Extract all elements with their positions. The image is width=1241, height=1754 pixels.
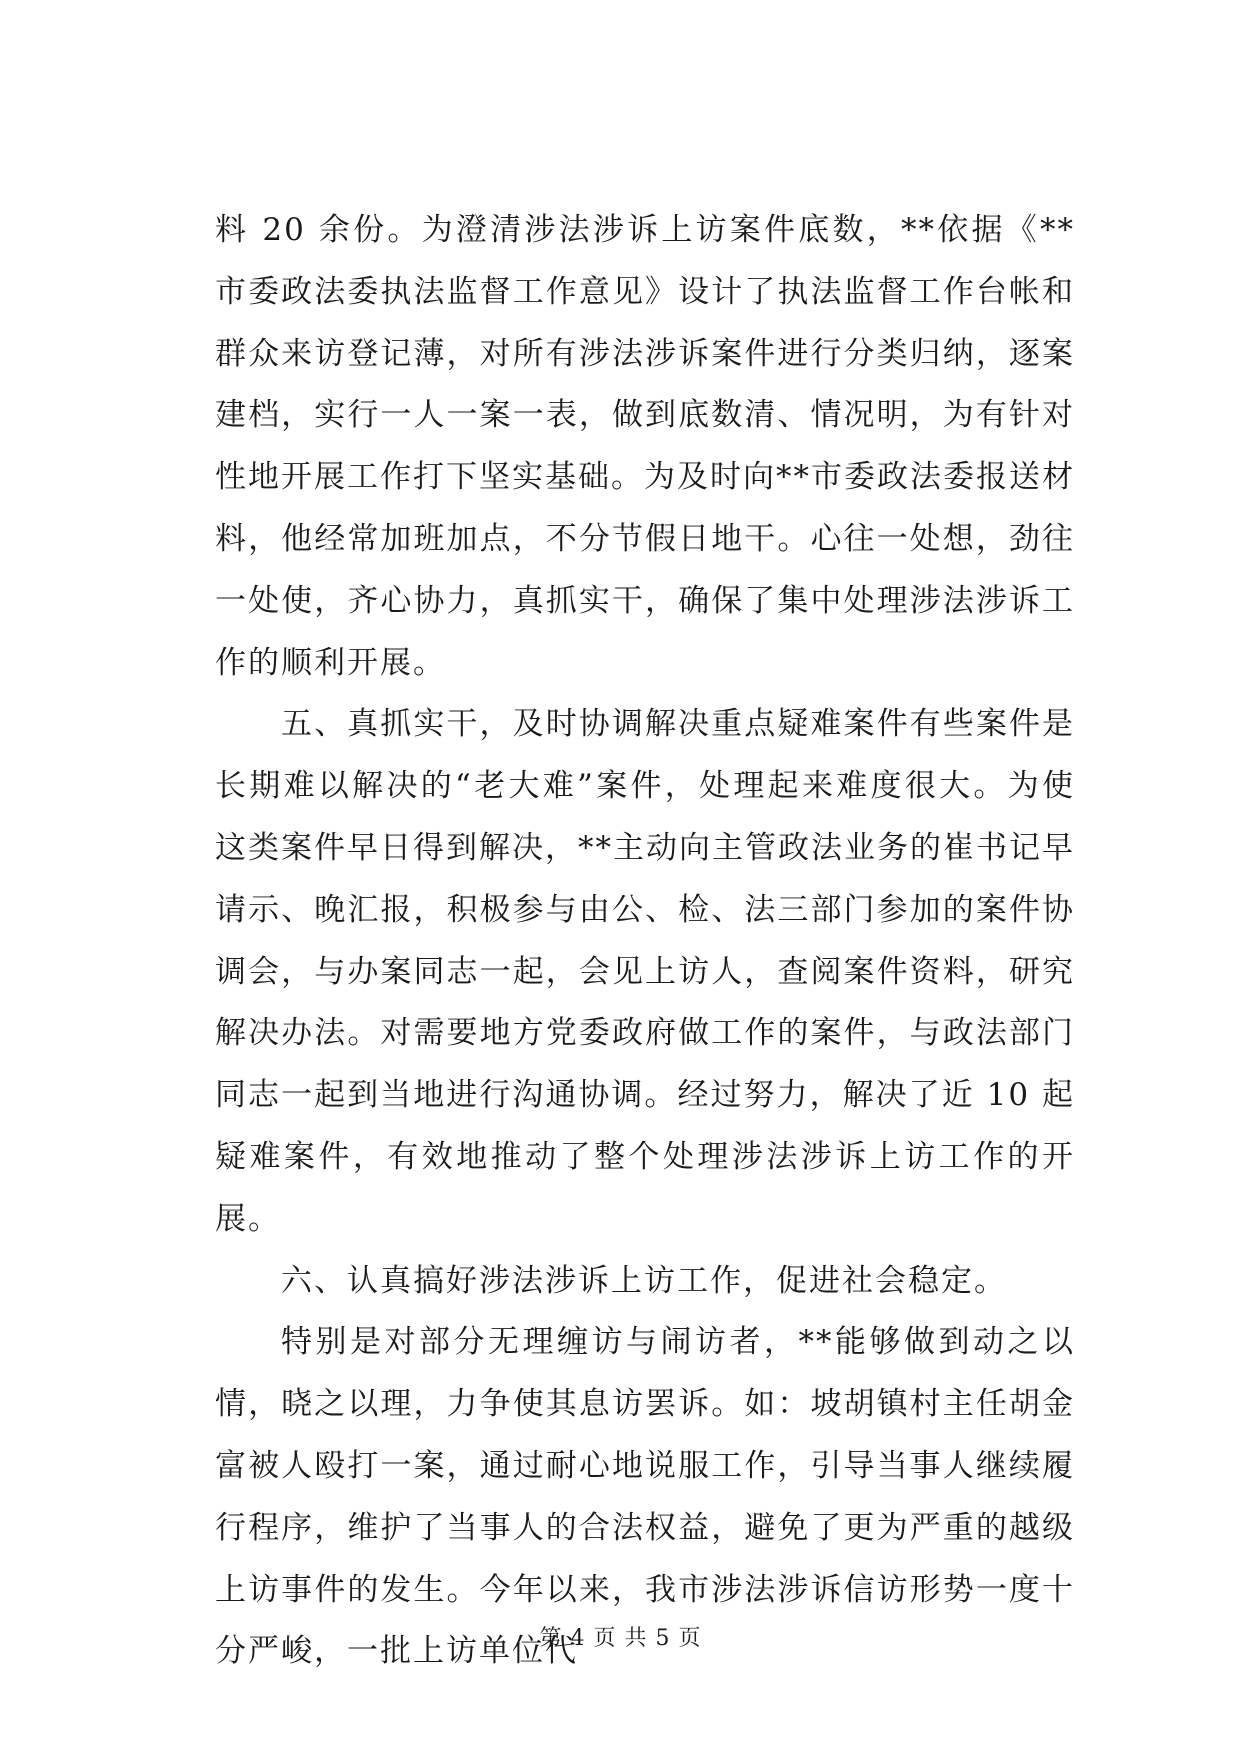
- paragraph-section-six-body: 特别是对部分无理缠访与闹访者，**能够做到动之以情，晓之以理，力争使其息访罢诉。如：坡胡镇村主任胡金富被人殴打一案，通过耐心地说服工作，引导当事人继续履行程序，维护了当事人的合法权益，避免了更为严重的越级上访事件的发生。今年以来，我市涉法涉诉信访形势一度十分严峻，一批上访单位代: [215, 1324, 1075, 1670]
- paragraph-section-six-heading: 六、认真搞好涉法涉诉上访工作，促进社会稳定。: [281, 1262, 1007, 1299]
- page-footer: 第 4 页 共 5 页: [539, 1626, 702, 1651]
- document-body: [215, 200, 1075, 1683]
- paragraph-section-five: 五、真抓实干，及时协调解决重点疑难案件有些案件是长期难以解决的“老大难”案件，处理起来难度很大。为使这类案件早日得到解决，**主动向主管政法业务的崔书记早请示、晚汇报，积极参与由公、检、法三部门参加的案件协调会，与办案同志一起，会见上访人，查阅案件资料，研究解决办法。对需要地方党委政府做工作的案件，与政法部门同志一起到当地进行沟通协调。经过努力，解决了近 10 起疑难案件，有效地推动了整个处理涉法涉诉上访工作的开展。: [215, 706, 1075, 1237]
- paragraph-case-records: 料 20 余份。为澄清涉法涉诉上访案件底数，**依据《**市委政法委执法监督工作意见》设计了执法监督工作台帐和群众来访登记薄，对所有涉法涉诉案件进行分类归纳，逐案建档，实行一人一案一表，做到底数清、情况明，为有针对性地开展工作打下坚实基础。为及时向**市委政法委报送材料，他经常加班加点，不分节假日地干。心往一处想，劲往一处使，齐心协力，真抓实干，确保了集中处理涉法涉诉工作的顺利开展。: [215, 212, 1075, 681]
